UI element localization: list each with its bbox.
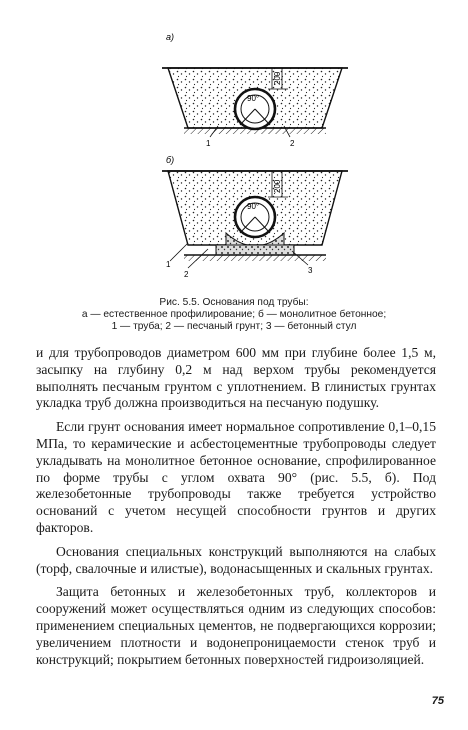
callout-b-1: 1 <box>166 260 171 269</box>
caption-line-2: а — естественное профилирование; б — монолитное бетонное; <box>81 309 387 320</box>
paragraph-4: Защита бетонных и железобетонных труб, коллекторов и сооружений может осуществляться одним из следующих способов: применением специальных цементов, не подвергающихся коррозии; увеличением плотности и водонепроницаемости стенок труб и конструкций; покрытием бетонных поверхностей гидроизоляцией. <box>36 584 436 667</box>
panel-letter-a: а) <box>166 32 175 42</box>
trench-diagram-a <box>160 30 350 160</box>
paragraph-2: Если грунт основания имеет нормальное сопротивление 0,1–0,15 МПа, то керамические и асбестоцементные трубопроводы следует укладывать на монолитное бетонное основание, спрофилированное по форме трубы с углом охвата 90° (рис. 5.5, б). Под железобетонные трубопроводы также требуется устройство оснований с учетом несущей способности грунтов и других факторов. <box>36 419 436 535</box>
callout-b-2: 2 <box>184 270 189 279</box>
angle-label-b: 90° <box>247 202 260 211</box>
callout-b-3: 3 <box>308 266 313 275</box>
callout-a-1: 1 <box>206 139 211 148</box>
paragraph-3: Основания специальных конструкций выполняются на слабых (торф, свалочные и илистые), водонасыщенных и скальных грунтах. <box>36 543 436 576</box>
concrete-cradle <box>216 245 294 255</box>
dimension-label-b: 200 <box>273 179 282 193</box>
paragraph-1: и для трубопроводов диаметром 600 мм при глубине более 1,5 м, засыпку на глубину 0,2 м над верхом трубы рекомендуется выполнять песчаным грунтом с уплотнением. В глинистых грунтах укладка труб должна производиться на песчаную подушку. <box>36 345 436 411</box>
body-text <box>36 345 436 675</box>
figure-caption <box>28 297 440 333</box>
callout-a-2: 2 <box>290 139 295 148</box>
trench-diagram-b <box>160 155 350 280</box>
page-number: 75 <box>431 695 444 707</box>
panel-letter-b: б) <box>166 155 175 165</box>
caption-title: Рис. 5.5. Основания под трубы: <box>159 297 309 308</box>
caption-line-3: 1 — труба; 2 — песчаный грунт; 3 — бетонный стул <box>111 321 357 332</box>
dimension-label-a: 200 <box>273 71 282 85</box>
angle-label-a: 90° <box>247 94 260 103</box>
figure-panel-a <box>160 30 350 160</box>
figure-panel-b <box>160 155 350 280</box>
